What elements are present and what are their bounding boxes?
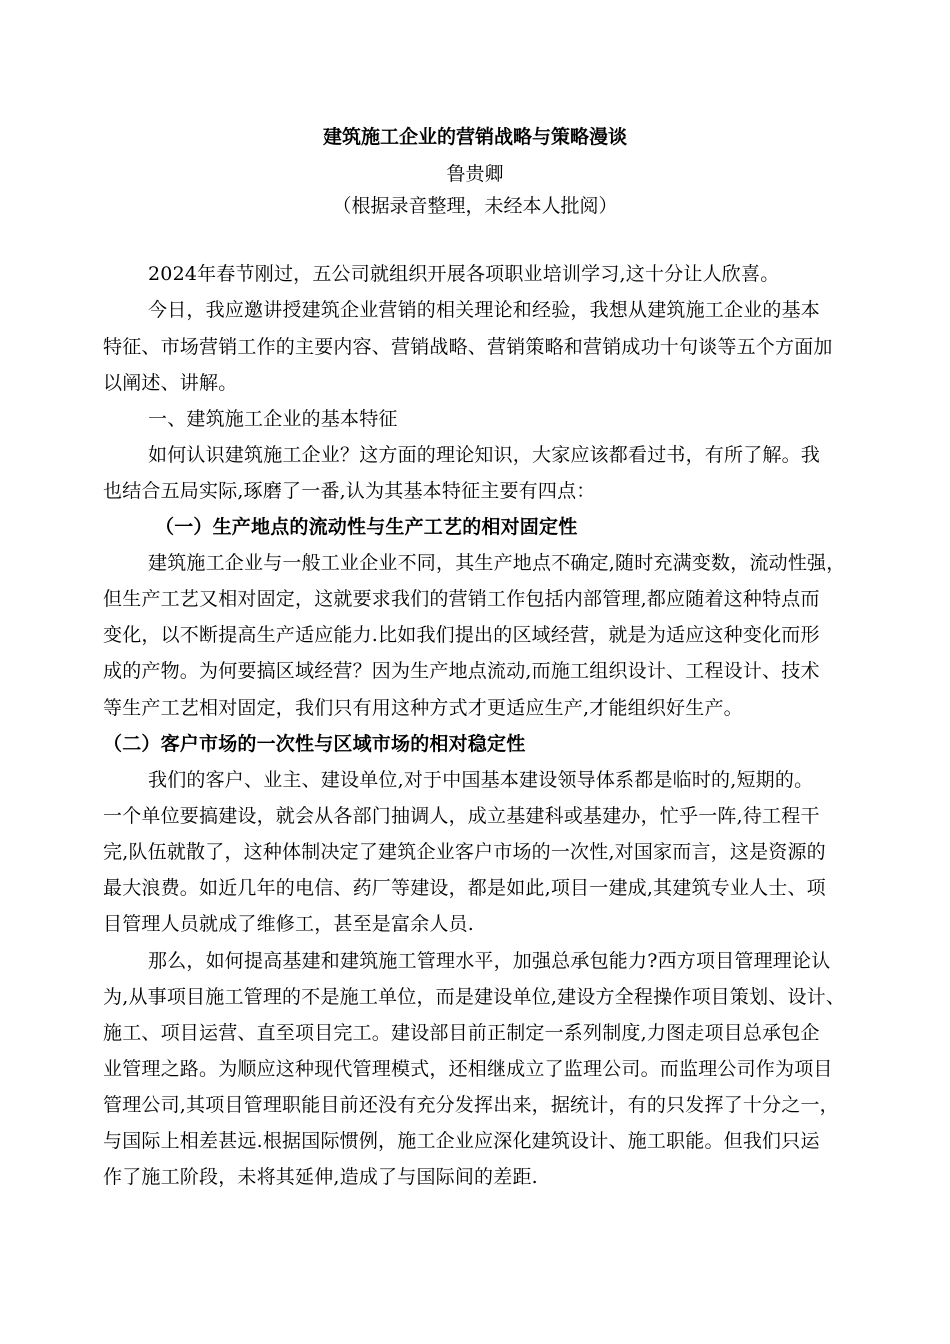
paragraph-line: 我们的客户、业主、建设单位,对于中国基本建设领导体系都是临时的,短期的。 — [148, 769, 814, 791]
paragraph-line: 也结合五局实际,琢磨了一番,认为其基本特征主要有四点： — [103, 480, 596, 502]
paragraph-line: 业管理之路。为顺应这种现代管理模式，还相继成立了监理公司。而监理公司作为项目 — [103, 1058, 833, 1080]
paragraph-line: 作了施工阶段，未将其延伸,造成了与国际间的差距. — [103, 1166, 538, 1188]
paragraph-line: 与国际上相差甚远.根据国际惯例，施工企业应深化建筑设计、施工职能。但我们只运 — [103, 1130, 820, 1152]
paragraph-line: 等生产工艺相对固定，我们只有用这种方式才更适应生产,才能组织好生产。 — [103, 697, 743, 719]
paragraph-line: 今日，我应邀讲授建筑企业营销的相关理论和经验，我想从建筑施工企业的基本 — [148, 299, 821, 321]
section-heading: 一、建筑施工企业的基本特征 — [148, 408, 398, 430]
document-note: （根据录音整理，未经本人批阅） — [332, 195, 618, 217]
paragraph-line: 建筑施工企业与一般工业企业不同，其生产地点不确定,随时充满变数，流动性强， — [148, 552, 846, 574]
paragraph-line: 最大浪费。如近几年的电信、药厂等建设，都是如此,项目一建成,其建筑专业人士、项 — [103, 877, 826, 899]
paragraph-line: 完,队伍就散了，这种体制决定了建筑企业客户市场的一次性,对国家而言，这是资源的 — [103, 841, 826, 863]
subsection-heading: （二）客户市场的一次性与区域市场的相对稳定性 — [103, 733, 526, 755]
paragraph-line: 成的产物。为何要搞区域经营？因为生产地点流动,而施工组织设计、工程设计、技术 — [103, 660, 820, 682]
paragraph-line: 目管理人员就成了维修工，甚至是富余人员. — [103, 913, 475, 935]
document-title: 建筑施工企业的营销战略与策略漫谈 — [322, 126, 627, 148]
paragraph-line: 2024年春节刚过，五公司就组织开展各项职业培训学习,这十分让人欣喜。 — [148, 263, 780, 285]
paragraph-line: 一个单位要搞建设，就会从各部门抽调人，成立基建科或基建办，忙乎一阵,待工程干 — [103, 805, 820, 827]
paragraph-line: 变化，以不断提高生产适应能力.比如我们提出的区域经营，就是为适应这种变化而形 — [103, 624, 820, 646]
paragraph-line: 但生产工艺又相对固定，这就要求我们的营销工作包括内部管理,都应随着这种特点而 — [103, 588, 820, 610]
paragraph-line: 管理公司,其项目管理职能目前还没有充分发挥出来，据统计，有的只发挥了十分之一， — [103, 1094, 839, 1116]
paragraph-line: 以阐述、讲解。 — [103, 372, 238, 394]
paragraph-line: 如何认识建筑施工企业？这方面的理论知识，大家应该都看过书，有所了解。我 — [148, 444, 821, 466]
paragraph-line: 施工、项目运营、直至项目完工。建设部目前正制定一系列制度,力图走项目总承包企 — [103, 1022, 820, 1044]
document-author: 鲁贵卿 — [446, 163, 504, 185]
paragraph-line: 那么，如何提高基建和建筑施工管理水平，加强总承包能力?西方项目管理理论认 — [148, 950, 831, 972]
paragraph-line: 特征、市场营销工作的主要内容、营销战略、营销策略和营销成功十句谈等五个方面加 — [103, 336, 833, 358]
subsection-heading: （一）生产地点的流动性与生产工艺的相对固定性 — [155, 516, 578, 538]
paragraph-line: 为,从事项目施工管理的不是施工单位，而是建设单位,建设方全程操作项目策划、设计、 — [103, 986, 846, 1008]
